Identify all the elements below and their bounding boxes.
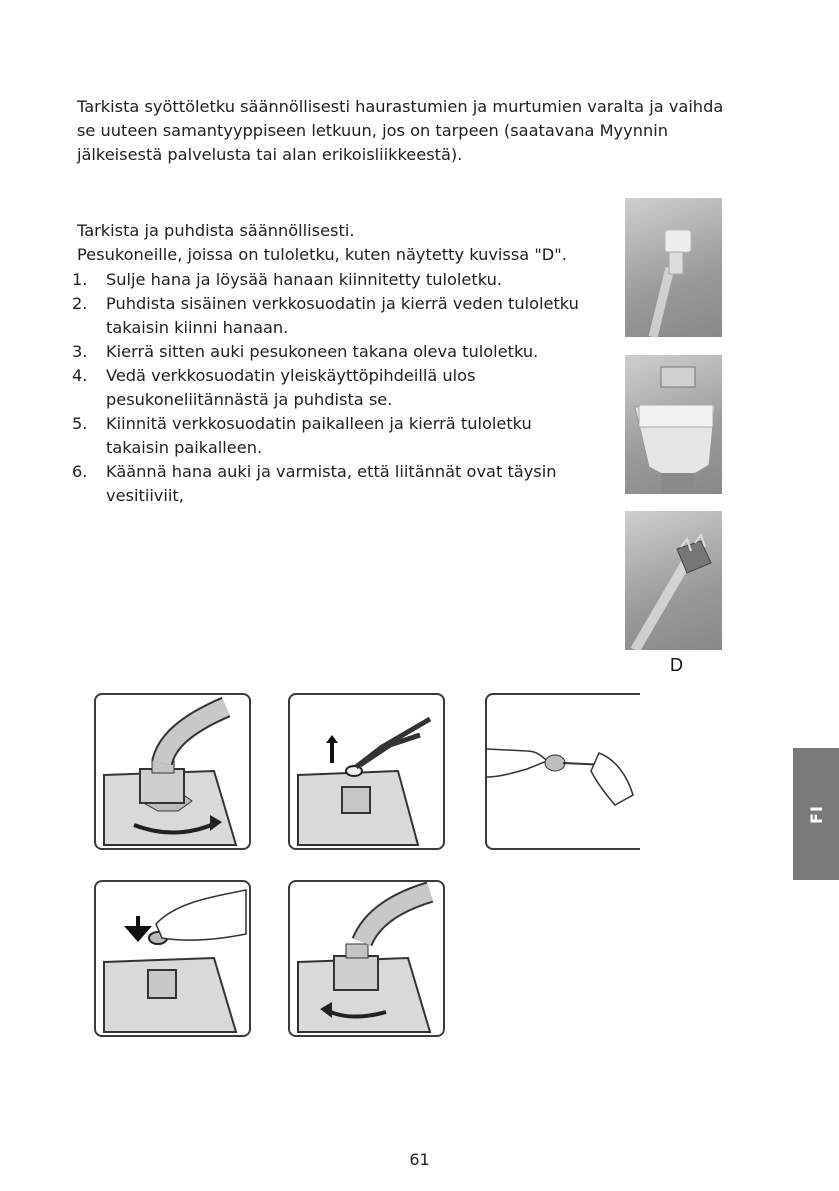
filter-intro-line1: Tarkista ja puhdista säännöllisesti.: [77, 221, 355, 240]
illustration-screw-hose-back: [288, 880, 445, 1037]
illustration-pliers-filter: [288, 693, 445, 850]
filter-intro-line2: Pesukoneille, joissa on tuloletku, kuten näytetty kuvissa "D".: [77, 245, 567, 264]
list-item: [72, 364, 592, 412]
step-number: 5.: [72, 414, 88, 433]
filter-steps-list: [72, 268, 592, 508]
language-tab: [793, 748, 839, 880]
step-number: 4.: [72, 366, 88, 385]
step-number: 2.: [72, 294, 88, 313]
photo-hose-connector: [625, 198, 722, 337]
step-number: 3.: [72, 342, 88, 361]
step-text: Puhdista sisäinen verkkosuodatin ja kierrä veden tuloletku takaisin kiinni hanaan.: [106, 294, 579, 337]
illustration-brush-cleaning: [485, 693, 640, 850]
illustration-insert-filter: [94, 880, 251, 1037]
step-number: 6.: [72, 462, 88, 481]
list-item: [72, 340, 592, 364]
step-text: Sulje hana ja löysää hanaan kiinnitetty tuloletku.: [106, 270, 502, 289]
list-item: [72, 460, 592, 508]
hose-inspection-paragraph: Tarkista syöttöletku säännöllisesti haurastumien ja murtumien varalta ja vaihda se uuteen samantyyppiseen letkuun, jos on tarpeen (saatavana Myynnin jälkeisestä palvelusta tai alan erikoisliikkeestä).: [77, 97, 724, 164]
photo-strainer-hose: [625, 511, 722, 650]
photo-caption-d: D: [670, 655, 683, 675]
step-number: 1.: [72, 270, 88, 289]
step-text: Kierrä sitten auki pesukoneen takana oleva tuloletku.: [106, 342, 539, 361]
step-text: Vedä verkkosuodatin yleiskäyttöpihdeillä ulos pesukoneliitännästä ja puhdista se.: [106, 366, 476, 409]
list-item: [72, 412, 592, 460]
list-item: [72, 292, 592, 340]
language-tab-label: FI: [806, 804, 826, 824]
step-text: Käännä hana auki ja varmista, että liitännät ovat täysin vesitiiviit,: [106, 462, 557, 505]
page-number: 61: [409, 1150, 430, 1169]
illustration-unscrew-hose: [94, 693, 251, 850]
step-text: Kiinnitä verkkosuodatin paikalleen ja kierrä tuloletku takaisin paikalleen.: [106, 414, 532, 457]
filter-intro: [77, 219, 607, 267]
photo-filter-housing: [625, 355, 722, 494]
list-item: [72, 268, 592, 292]
